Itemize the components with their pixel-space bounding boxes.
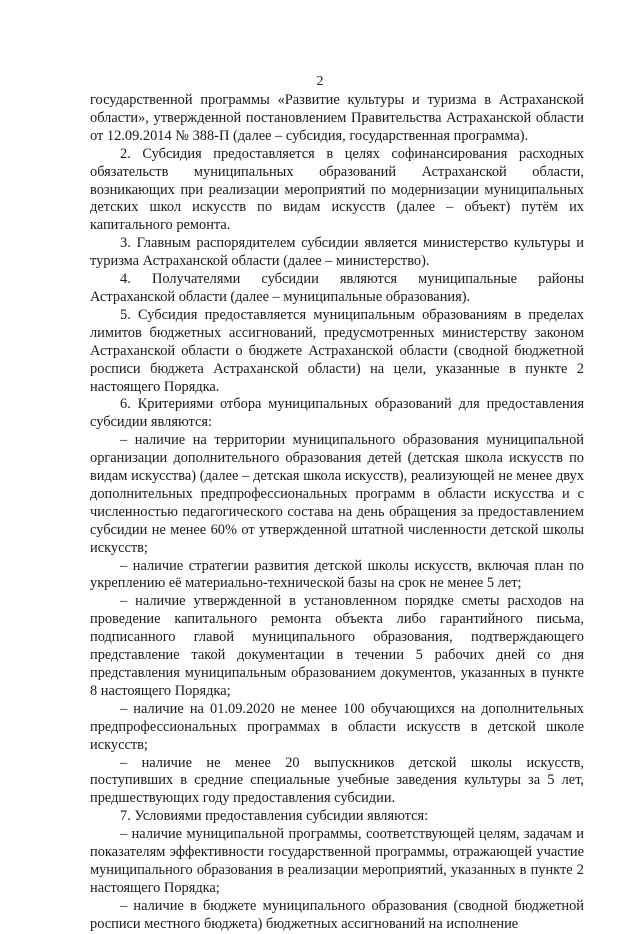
page-number: 2 [316, 74, 324, 89]
condition-2: – наличие в бюджете муниципального образования (сводной бюджетной росписи местного бюджета) бюджетных ассигнований на исполнение [90, 897, 584, 932]
paragraph-6: 6. Критериями отбора муниципальных образований для предоставления субсидии являются: [90, 396, 584, 431]
paragraph-7: 7. Условиями предоставления субсидии являются: [120, 808, 429, 825]
paragraph-3: 3. Главным распорядителем субсидии является министерство культуры и туризма Астраханской области (далее – министерство). [90, 235, 584, 270]
criterion-1: – наличие на территории муниципального образования муниципальной организации дополнительного образования детей (детская школа искусств по видам искусства) (далее – детская школа искусств), реализующей не менее двух дополнительных предпрофессиональных программ в области искусства и с численностью педагогического состава на день обращения за предоставлением субсидии не менее 60% от утвержденной штатной численности детской школы искусств; [90, 432, 584, 556]
criterion-4: – наличие на 01.09.2020 не менее 100 обучающихся на дополнительных предпрофессиональных программах в области искусств в детской школе искусств; [90, 700, 584, 753]
document-body [90, 92, 584, 934]
paragraph-2: 2. Субсидия предоставляется в целях софинансирования расходных обязательств муниципальных образований Астраханской области, возникающих при реализации мероприятий по модернизации муниципальных детских школ искусств по видам искусств (далее – объект) путём их капитального ремонта. [90, 145, 584, 234]
paragraph-1: государственной программы «Развитие культуры и туризма в Астраханской области», утвержденной постановлением Правительства Астраханской области от 12.09.2014 № 388-П (далее – субсидия, государственная программа). [90, 92, 584, 144]
paragraph-4: 4. Получателями субсидии являются муниципальные районы Астраханской области (далее – муниципальные образования). [90, 271, 584, 305]
criterion-2: – наличие стратегии развития детской школы искусств, включая план по укреплению её материально-технической базы на срок не менее 5 лет; [90, 557, 584, 592]
criterion-5: – наличие не менее 20 выпускников детской школы искусств, поступивших в средние специальные учебные заведения культуры за 5 лет, предшествующих году предоставления субсидии. [90, 754, 584, 807]
criterion-3: – наличие утвержденной в установленном порядке сметы расходов на проведение капитального ремонта объекта либо гарантийного письма, подписанного главой муниципального образования, подтверждающего представление такой документации в течении 5 рабочих дней со дня представления муниципальным образованием документов, указанных в пункте 8 настоящего Порядка; [90, 593, 584, 699]
condition-1: – наличие муниципальной программы, соответствующей целям, задачам и показателям эффективности государственной программы, отражающей участие муниципального образования в реализации мероприятий, указанных в пункте 2 настоящего Порядка; [90, 826, 584, 896]
paragraph-5: 5. Субсидия предоставляется муниципальным образованиям в пределах лимитов бюджетных ассигнований, предусмотренных министерству законом Астраханской области о бюджете Астраханской области (сводной бюджетной росписи бюджета Астраханской области) на цели, указанные в пункте 2 настоящего Порядка. [90, 306, 584, 395]
